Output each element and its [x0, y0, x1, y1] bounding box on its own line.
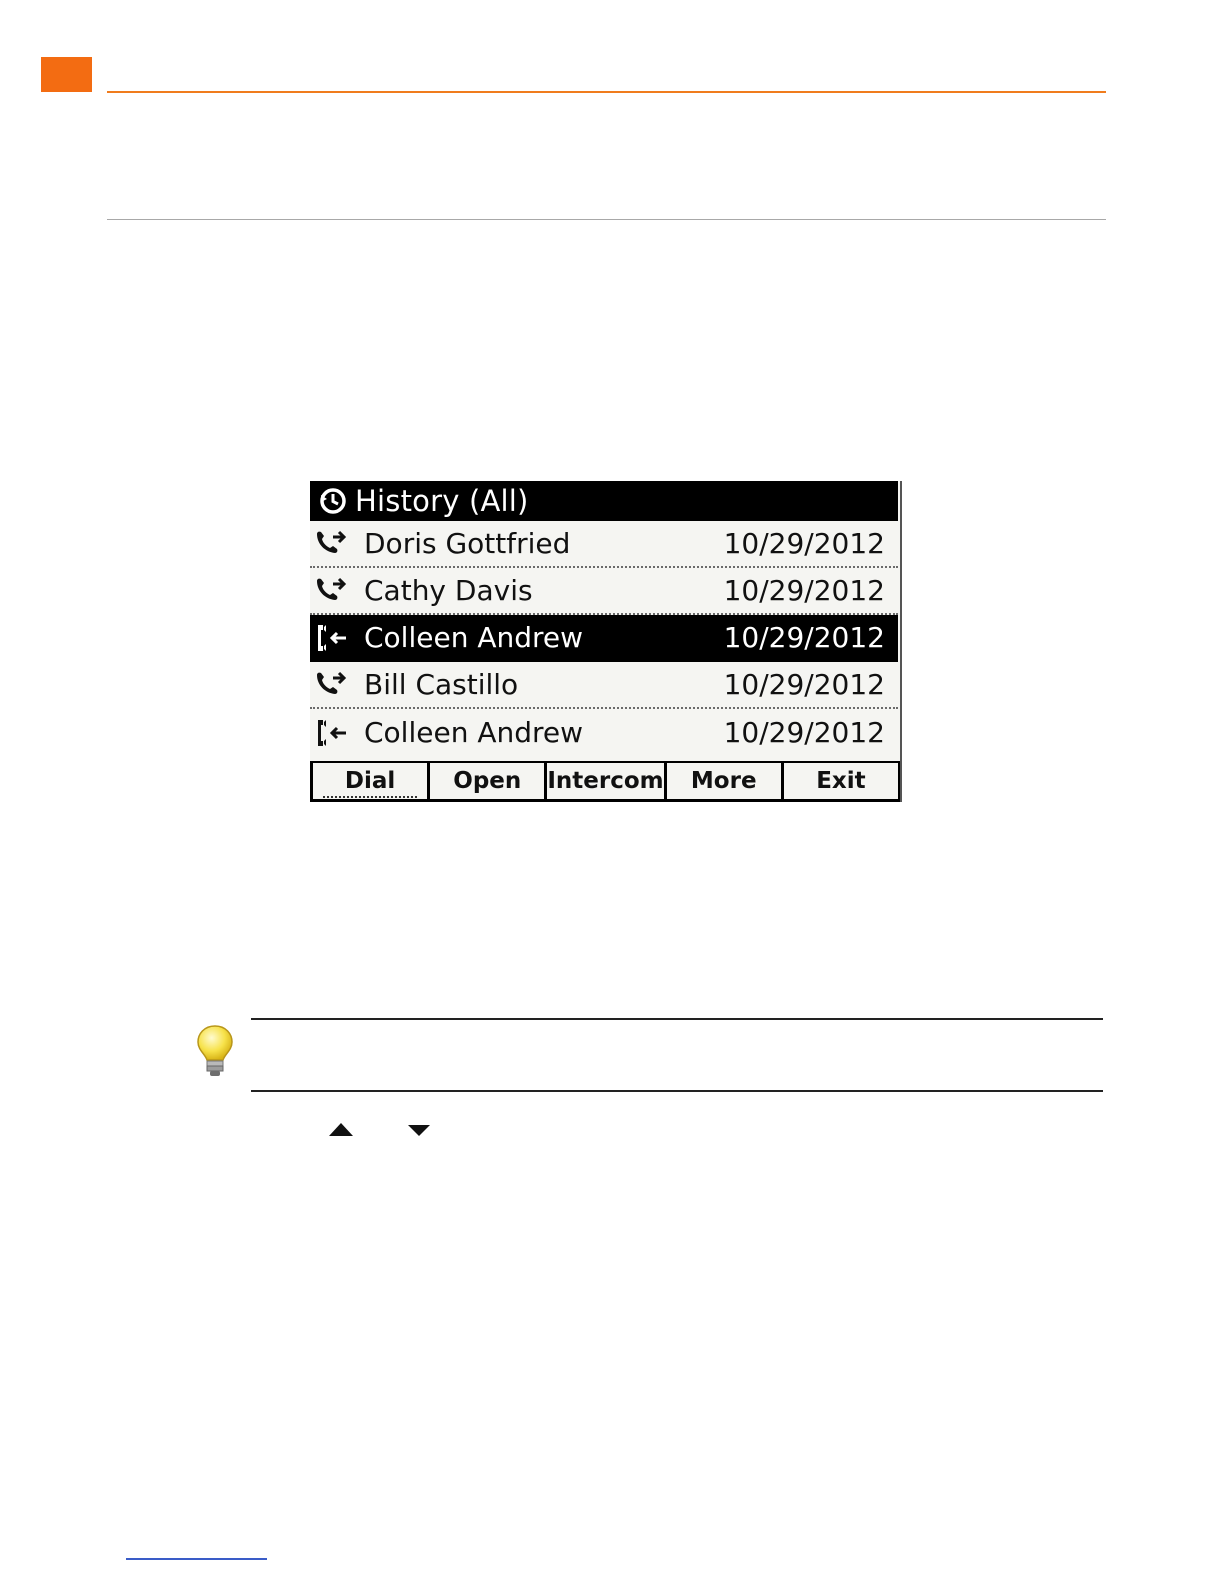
call-date: 10/29/2012: [723, 527, 885, 560]
screen-title: History (All): [355, 484, 529, 518]
open-softkey[interactable]: Open: [430, 763, 544, 799]
arrow-up-icon: [329, 1123, 353, 1136]
tip-rule-top: [251, 1018, 1103, 1020]
contact-name: Bill Castillo: [364, 668, 519, 701]
history-row[interactable]: [310, 662, 898, 709]
history-row[interactable]: [310, 709, 898, 756]
outgoing-call-icon: [313, 575, 349, 607]
tip-rule-bottom: [251, 1090, 1103, 1092]
history-row[interactable]: [310, 568, 898, 615]
call-date: 10/29/2012: [723, 716, 885, 749]
contact-name: Cathy Davis: [364, 574, 533, 607]
more-softkey[interactable]: More: [667, 763, 781, 799]
contact-name: Doris Gottfried: [364, 527, 571, 560]
footer-link-underline[interactable]: [126, 1558, 267, 1560]
contact-name: Colleen Andrew: [364, 621, 584, 654]
intercom-softkey[interactable]: Intercom: [547, 763, 663, 799]
history-row[interactable]: [310, 521, 898, 568]
call-date: 10/29/2012: [723, 668, 885, 701]
section-divider: [107, 219, 1106, 220]
header-rule: [107, 91, 1106, 93]
softkey-bar: [310, 761, 900, 802]
chapter-marker: [41, 57, 92, 92]
call-date: 10/29/2012: [723, 621, 885, 654]
contact-name: Colleen Andrew: [364, 716, 584, 749]
outgoing-call-icon: [313, 669, 349, 701]
call-date: 10/29/2012: [723, 574, 885, 607]
history-clock-icon: [318, 486, 348, 516]
history-row-selected[interactable]: [310, 615, 898, 662]
dial-softkey[interactable]: Dial: [313, 763, 427, 799]
incoming-call-icon: [313, 622, 349, 654]
arrow-down-icon: [408, 1125, 430, 1136]
phone-screen: [310, 481, 902, 802]
screen-title-bar: [310, 481, 898, 521]
exit-softkey[interactable]: Exit: [784, 763, 898, 799]
incoming-call-icon: [313, 717, 349, 749]
lightbulb-icon: [195, 1024, 235, 1078]
outgoing-call-icon: [313, 528, 349, 560]
